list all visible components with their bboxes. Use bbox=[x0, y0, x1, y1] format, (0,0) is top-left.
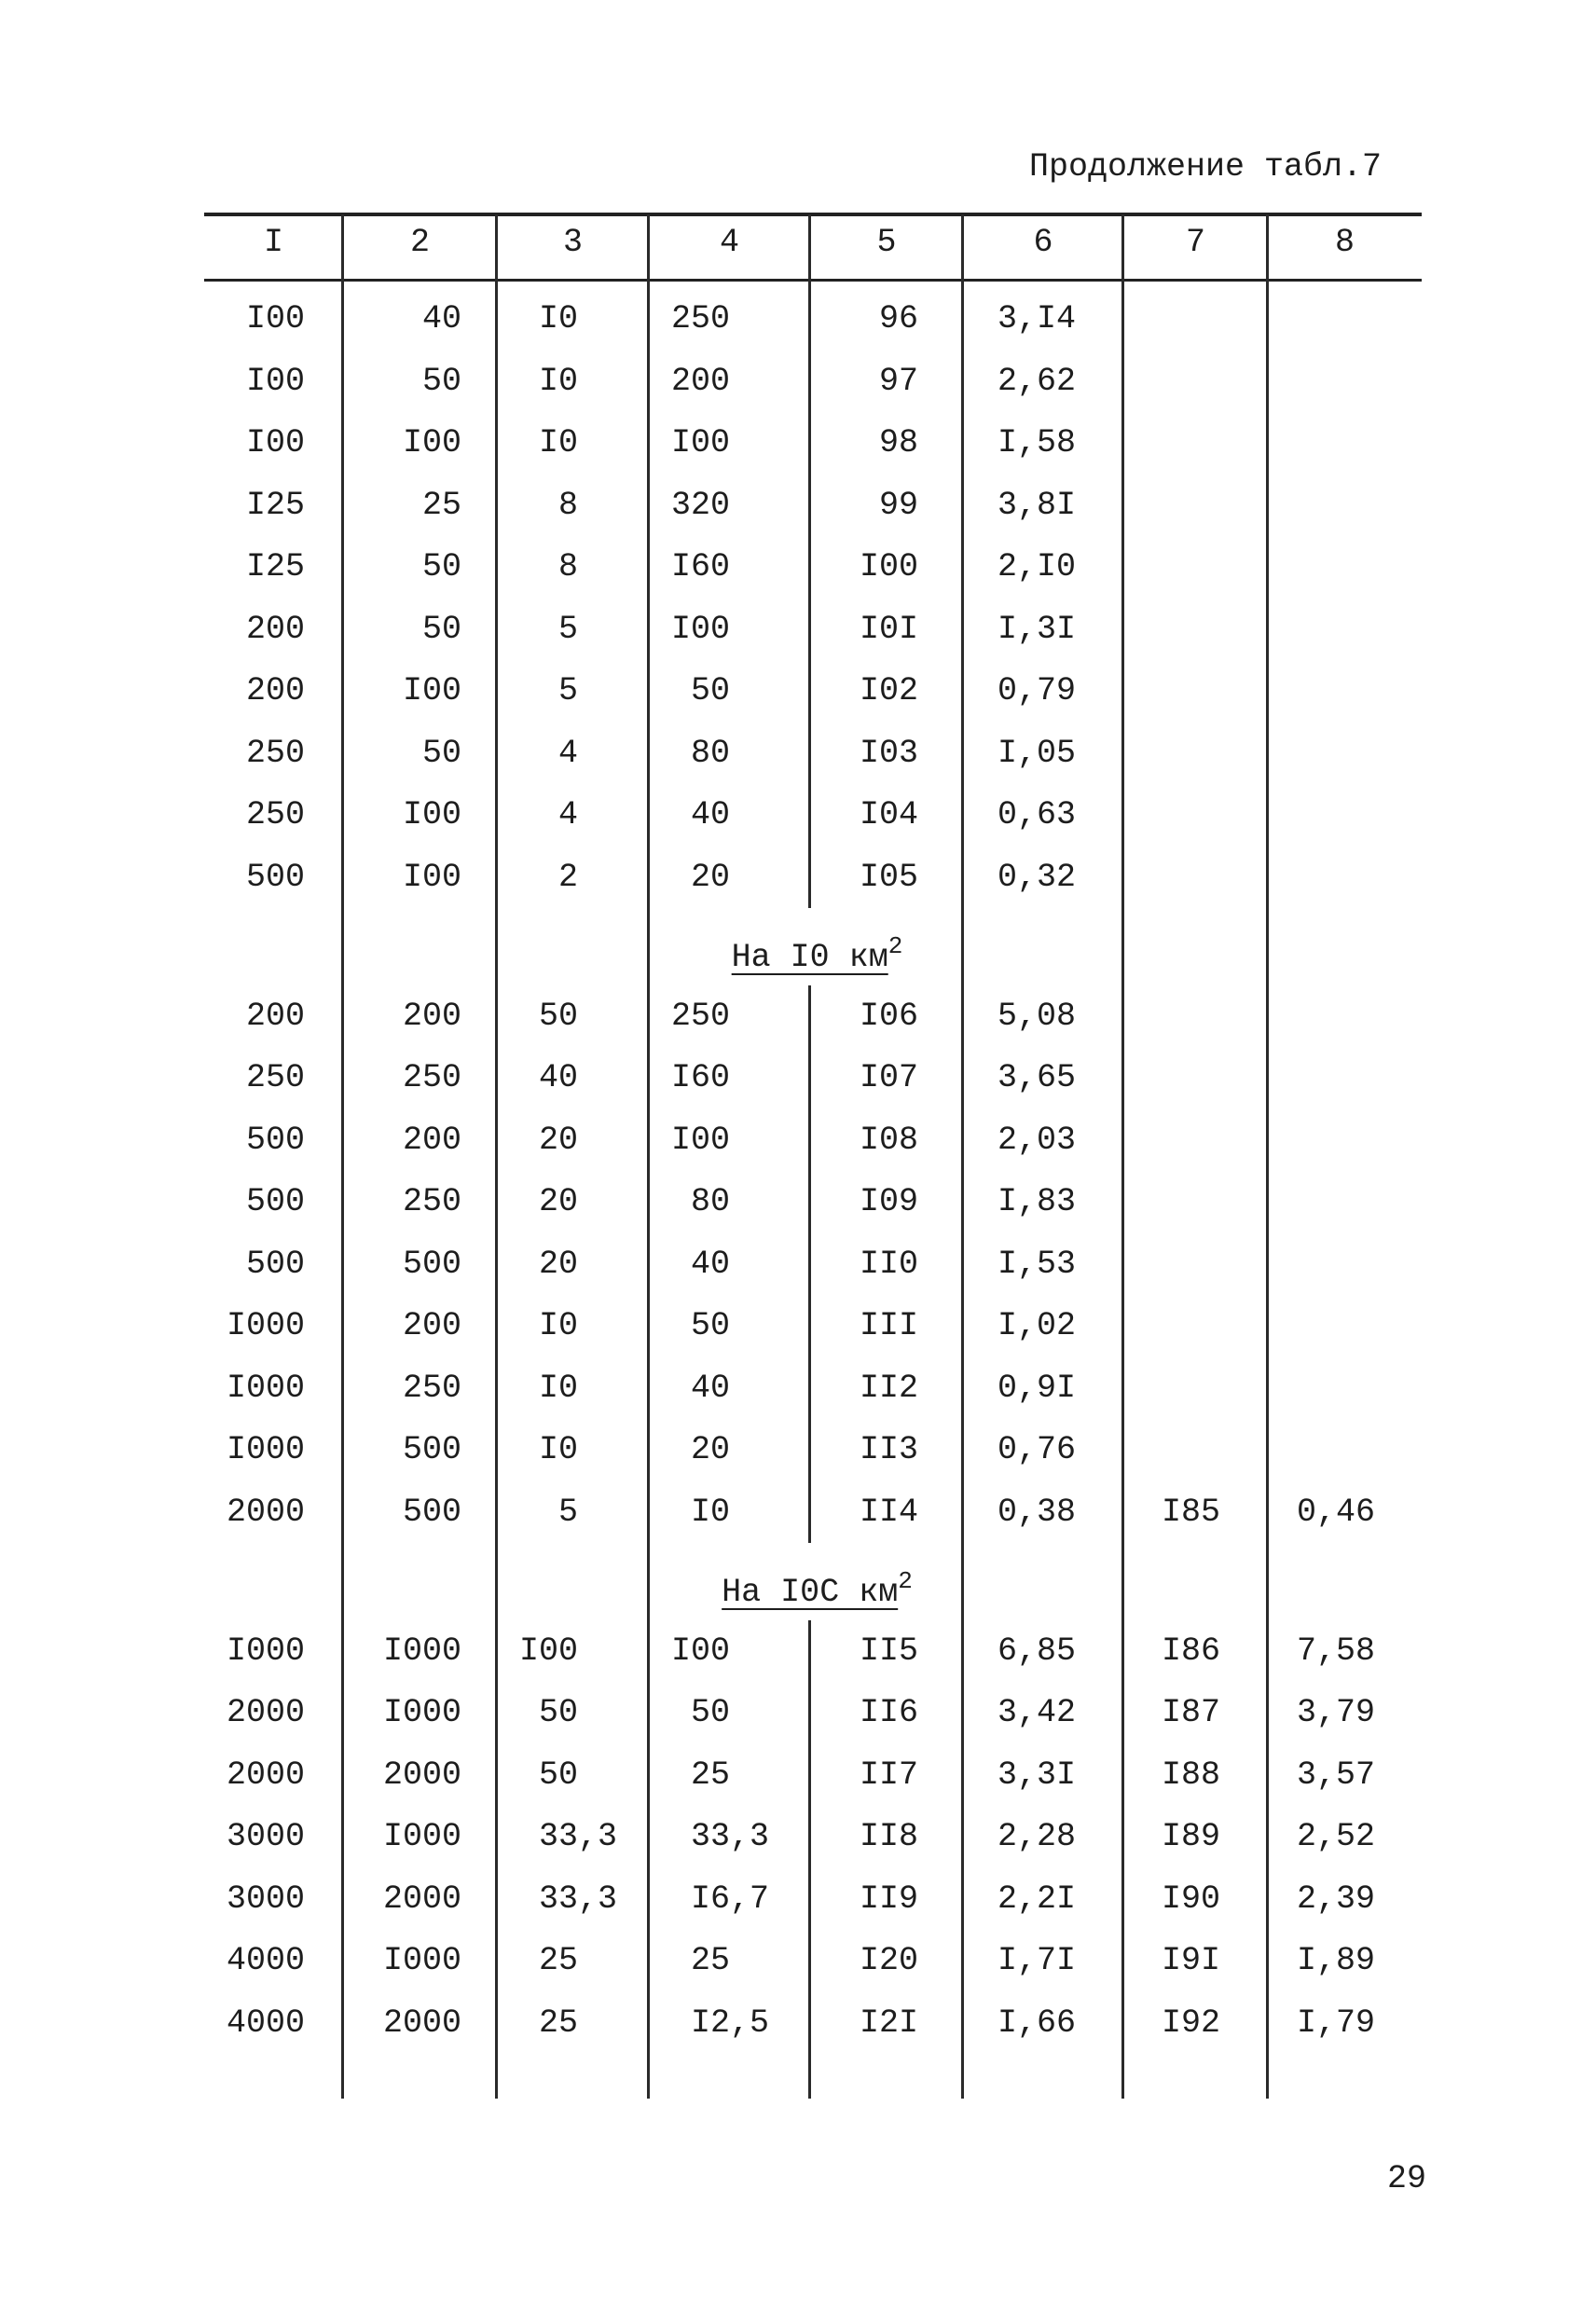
table-cell-col-6: 0,79 bbox=[997, 672, 1076, 709]
table-cell-col-2: I000 bbox=[382, 1631, 461, 1670]
table-cell-col-5: 99 bbox=[878, 486, 918, 524]
table-cell-col-2: 500 bbox=[402, 1493, 461, 1531]
table-cell-col-3: 20 bbox=[538, 1121, 578, 1159]
table-cell-col-4: 50 bbox=[690, 1307, 730, 1344]
table-cell-col-3: 4 bbox=[557, 734, 578, 772]
table-cell-col-5: I02 bbox=[859, 672, 918, 709]
table-cell-col-4: 33,3 bbox=[690, 1818, 769, 1855]
table-cell-col-3: I0 bbox=[538, 1431, 578, 1468]
table-cell-col-1: 3000 bbox=[226, 1879, 305, 1918]
table-cell-col-1: 4000 bbox=[226, 2003, 305, 2042]
table-cell-col-3: I0 bbox=[538, 1369, 578, 1407]
table-cell-col-6: 3,65 bbox=[997, 1059, 1076, 1096]
table-cell-col-1: I000 bbox=[226, 1307, 305, 1344]
table-cell-col-1: 2000 bbox=[226, 1694, 305, 1731]
table-cell-col-1: 500 bbox=[245, 1245, 305, 1283]
column-header-1: I bbox=[263, 224, 283, 261]
table-cell-col-3: 20 bbox=[538, 1183, 578, 1220]
table-cell-col-1: 500 bbox=[245, 1183, 305, 1220]
table-row bbox=[0, 1806, 1596, 1868]
table-cell-col-7: I92 bbox=[1161, 2003, 1220, 2042]
table-cell-col-3: 40 bbox=[538, 1059, 578, 1096]
table-cell-col-4: 50 bbox=[690, 672, 730, 709]
table-cell-col-1: 500 bbox=[245, 1121, 305, 1159]
table-cell-col-6: 6,85 bbox=[997, 1631, 1076, 1670]
table-cell-col-6: 2,2I bbox=[997, 1879, 1076, 1918]
table-row bbox=[0, 847, 1596, 909]
table-cell-col-4: I00 bbox=[670, 610, 730, 648]
table-cell-col-3: 50 bbox=[538, 1694, 578, 1731]
table-cell-col-5: II3 bbox=[859, 1431, 918, 1468]
table-cell-col-1: I00 bbox=[245, 424, 305, 461]
table-row bbox=[0, 985, 1596, 1048]
table-cell-col-4: 20 bbox=[690, 1431, 730, 1468]
table-cell-col-4: 40 bbox=[690, 1369, 730, 1407]
table-cell-col-2: 50 bbox=[421, 610, 461, 648]
table-cell-col-4: I00 bbox=[670, 1631, 730, 1670]
column-header-8: 8 bbox=[1334, 224, 1355, 261]
page-number: 29 bbox=[1386, 2160, 1426, 2197]
table-cell-col-4: I60 bbox=[670, 1059, 730, 1096]
table-cell-col-4: 40 bbox=[690, 796, 730, 833]
table-cell-col-6: 0,38 bbox=[997, 1493, 1076, 1531]
table-cell-col-3: I0 bbox=[538, 362, 578, 400]
table-row bbox=[0, 475, 1596, 537]
table-cell-col-3: 5 bbox=[557, 1493, 578, 1531]
table-cell-col-2: 25 bbox=[421, 486, 461, 524]
table-cell-col-2: 2000 bbox=[382, 2003, 461, 2042]
table-cell-col-5: I04 bbox=[859, 796, 918, 833]
table-cell-col-5: I06 bbox=[859, 997, 918, 1035]
table-cell-col-1: 2000 bbox=[226, 1755, 305, 1794]
table-cell-col-7: I90 bbox=[1161, 1879, 1220, 1918]
table-row bbox=[0, 784, 1596, 847]
table-cell-col-6: 0,32 bbox=[997, 858, 1076, 896]
table-cell-col-6: 2,62 bbox=[997, 362, 1076, 400]
table-cell-col-5: I09 bbox=[859, 1183, 918, 1220]
table-cell-col-4: 320 bbox=[670, 486, 730, 524]
table-cell-col-8: 0,46 bbox=[1296, 1493, 1375, 1531]
table-cell-col-8: 3,79 bbox=[1296, 1694, 1375, 1731]
table-cell-col-4: 250 bbox=[670, 300, 730, 337]
table-cell-col-4: I60 bbox=[670, 548, 730, 585]
table-row bbox=[0, 288, 1596, 351]
table-row bbox=[0, 1419, 1596, 1481]
table-row bbox=[0, 1109, 1596, 1172]
table-cell-col-8: I,79 bbox=[1296, 2003, 1375, 2042]
table-cell-col-5: I03 bbox=[859, 734, 918, 772]
table-cell-col-1: I00 bbox=[245, 362, 305, 400]
table-cell-col-2: I000 bbox=[382, 1942, 461, 1979]
section-heading bbox=[649, 1543, 963, 1620]
table-cell-col-8: 3,57 bbox=[1296, 1755, 1375, 1794]
table-cell-col-4: I6,7 bbox=[690, 1879, 769, 1918]
table-cell-col-5: II4 bbox=[859, 1493, 918, 1531]
table-cell-col-2: 500 bbox=[402, 1431, 461, 1468]
table-cell-col-2: I00 bbox=[402, 796, 461, 833]
table-cell-col-6: 2,28 bbox=[997, 1818, 1076, 1855]
table-cell-col-2: I00 bbox=[402, 672, 461, 709]
table-cell-col-5: I00 bbox=[859, 548, 918, 585]
table-row bbox=[0, 1744, 1596, 1807]
table-cell-col-3: 2 bbox=[557, 858, 578, 896]
table-cell-col-7: I87 bbox=[1161, 1694, 1220, 1731]
table-cell-col-5: I05 bbox=[859, 858, 918, 896]
column-header-7: 7 bbox=[1185, 224, 1205, 261]
table-cell-col-3: I00 bbox=[518, 1631, 578, 1670]
table-cell-col-2: 50 bbox=[421, 362, 461, 400]
table-cell-col-5: II7 bbox=[859, 1755, 918, 1794]
table-cell-col-5: II5 bbox=[859, 1631, 918, 1670]
table-row bbox=[0, 1992, 1596, 2055]
table-cell-col-5: 97 bbox=[878, 362, 918, 400]
table-cell-col-2: 50 bbox=[421, 734, 461, 772]
table-cell-col-3: 33,3 bbox=[538, 1879, 617, 1918]
table-cell-col-1: I000 bbox=[226, 1431, 305, 1468]
table-cell-col-4: I2,5 bbox=[690, 2003, 769, 2042]
table-cell-col-3: 5 bbox=[557, 672, 578, 709]
table-cell-col-3: 8 bbox=[557, 548, 578, 585]
table-cell-col-4: 250 bbox=[670, 997, 730, 1035]
table-cell-col-1: I25 bbox=[245, 486, 305, 524]
section-heading-text: На I0C км bbox=[722, 1574, 899, 1611]
table-cell-col-3: 20 bbox=[538, 1245, 578, 1283]
table-cell-col-5: II0 bbox=[859, 1245, 918, 1283]
table-cell-col-6: 3,I4 bbox=[997, 300, 1076, 337]
table-cell-col-7: I86 bbox=[1161, 1631, 1220, 1670]
table-cell-col-4: 20 bbox=[690, 858, 730, 896]
table-cell-col-1: 3000 bbox=[226, 1818, 305, 1855]
table-cell-col-7: I88 bbox=[1161, 1755, 1220, 1794]
table-cell-col-6: I,58 bbox=[997, 424, 1076, 461]
table-row bbox=[0, 1481, 1596, 1544]
table-cell-col-7: I89 bbox=[1161, 1818, 1220, 1855]
table-cell-col-3: 8 bbox=[557, 486, 578, 524]
table-cell-col-3: I0 bbox=[538, 424, 578, 461]
table-cell-col-2: 200 bbox=[402, 997, 461, 1035]
table-cell-col-3: 4 bbox=[557, 796, 578, 833]
table-cell-col-1: 200 bbox=[245, 997, 305, 1035]
column-header-2: 2 bbox=[409, 224, 430, 261]
table-cell-col-1: 250 bbox=[245, 734, 305, 772]
table-cell-col-6: 0,76 bbox=[997, 1431, 1076, 1468]
table-cell-col-4: 80 bbox=[690, 734, 730, 772]
table-row bbox=[0, 1233, 1596, 1296]
table-row bbox=[0, 599, 1596, 661]
table-cell-col-1: 4000 bbox=[226, 1942, 305, 1979]
table-cell-col-4: I0 bbox=[690, 1493, 730, 1531]
table-row bbox=[0, 1171, 1596, 1233]
table-cell-col-6: I,83 bbox=[997, 1183, 1076, 1220]
table-cell-col-2: 250 bbox=[402, 1369, 461, 1407]
table-cell-col-6: 2,03 bbox=[997, 1121, 1076, 1159]
table-row bbox=[0, 723, 1596, 785]
table-cell-col-8: 2,52 bbox=[1296, 1818, 1375, 1855]
table-cell-col-1: 200 bbox=[245, 672, 305, 709]
column-header-5: 5 bbox=[876, 224, 897, 261]
table-cell-col-3: 50 bbox=[538, 1755, 578, 1794]
table-cell-col-5: I07 bbox=[859, 1059, 918, 1096]
table-cell-col-5: 98 bbox=[878, 424, 918, 461]
section-heading bbox=[649, 908, 963, 985]
table-row bbox=[0, 1357, 1596, 1420]
table-cell-col-2: 2000 bbox=[382, 1755, 461, 1794]
table-cell-col-1: I25 bbox=[245, 548, 305, 585]
table-cell-col-6: 0,63 bbox=[997, 796, 1076, 833]
table-cell-col-2: 2000 bbox=[382, 1879, 461, 1918]
table-cell-col-7: I85 bbox=[1161, 1493, 1220, 1531]
table-cell-col-2: 500 bbox=[402, 1245, 461, 1283]
table-cell-col-3: 50 bbox=[538, 997, 578, 1035]
column-header-3: 3 bbox=[562, 224, 583, 261]
table-cell-col-5: I20 bbox=[859, 1942, 918, 1979]
table-cell-col-6: 2,I0 bbox=[997, 548, 1076, 585]
table-cell-col-6: I,02 bbox=[997, 1307, 1076, 1344]
table-cell-col-5: II9 bbox=[859, 1879, 918, 1918]
table-row bbox=[0, 536, 1596, 599]
table-row bbox=[0, 1868, 1596, 1931]
table-row bbox=[0, 1047, 1596, 1109]
table-cell-col-3: I0 bbox=[538, 300, 578, 337]
table-cell-col-1: 250 bbox=[245, 1059, 305, 1096]
table-cell-col-5: I2I bbox=[859, 2003, 918, 2042]
table-cell-col-5: III bbox=[859, 1307, 918, 1344]
table-cell-col-4: 200 bbox=[670, 362, 730, 400]
table-row bbox=[0, 1682, 1596, 1744]
table-cell-col-5: I08 bbox=[859, 1121, 918, 1159]
table-cell-col-4: I00 bbox=[670, 424, 730, 461]
table-cell-col-8: 7,58 bbox=[1296, 1631, 1375, 1670]
table-row bbox=[0, 1930, 1596, 1992]
table-cell-col-1: 250 bbox=[245, 796, 305, 833]
table-cell-col-2: 200 bbox=[402, 1307, 461, 1344]
table-cell-col-6: 3,8I bbox=[997, 486, 1076, 524]
section-heading-superscript: 2 bbox=[887, 932, 903, 960]
table-cell-col-2: I000 bbox=[382, 1694, 461, 1731]
table-cell-col-5: II8 bbox=[859, 1818, 918, 1855]
table-cell-col-3: 33,3 bbox=[538, 1818, 617, 1855]
table-cell-col-1: I00 bbox=[245, 300, 305, 337]
table-cell-col-2: I00 bbox=[402, 424, 461, 461]
table-cell-col-4: 25 bbox=[690, 1942, 730, 1979]
table-cell-col-6: 5,08 bbox=[997, 997, 1076, 1035]
table-cell-col-3: 5 bbox=[557, 610, 578, 648]
table-cell-col-1: I000 bbox=[226, 1369, 305, 1407]
table-cell-col-1: I000 bbox=[226, 1631, 305, 1670]
table-cell-col-5: II2 bbox=[859, 1369, 918, 1407]
table-cell-col-4: 50 bbox=[690, 1694, 730, 1731]
column-header-6: 6 bbox=[1033, 224, 1053, 261]
table-cell-col-1: 2000 bbox=[226, 1493, 305, 1531]
table-row bbox=[0, 412, 1596, 475]
table-cell-col-8: 2,39 bbox=[1296, 1879, 1375, 1918]
table-cell-col-3: 25 bbox=[538, 2003, 578, 2042]
table-cell-col-2: 50 bbox=[421, 548, 461, 585]
table-cell-col-5: I0I bbox=[859, 610, 918, 648]
table-cell-col-6: I,05 bbox=[997, 734, 1076, 772]
table-cell-col-2: 200 bbox=[402, 1121, 461, 1159]
table-row bbox=[0, 1295, 1596, 1357]
column-header-4: 4 bbox=[719, 224, 739, 261]
table-cell-col-6: 0,9I bbox=[997, 1369, 1076, 1407]
table-cell-col-2: I00 bbox=[402, 858, 461, 896]
section-heading-text: На I0 км bbox=[731, 939, 888, 976]
table-cell-col-2: 250 bbox=[402, 1059, 461, 1096]
table-cell-col-3: I0 bbox=[538, 1307, 578, 1344]
table-cell-col-6: 3,42 bbox=[997, 1694, 1076, 1731]
table-cell-col-6: 3,3I bbox=[997, 1755, 1076, 1794]
table-cell-col-5: II6 bbox=[859, 1694, 918, 1731]
table-cell-col-4: 40 bbox=[690, 1245, 730, 1283]
table-cell-col-2: 250 bbox=[402, 1183, 461, 1220]
table-cell-col-2: I000 bbox=[382, 1818, 461, 1855]
table-row bbox=[0, 351, 1596, 413]
table-cell-col-8: I,89 bbox=[1296, 1942, 1375, 1979]
table-cell-col-6: I,53 bbox=[997, 1245, 1076, 1283]
table-cell-col-6: I,66 bbox=[997, 2003, 1076, 2042]
table-cell-col-3: 25 bbox=[538, 1942, 578, 1979]
table-cell-col-4: 80 bbox=[690, 1183, 730, 1220]
table-cell-col-2: 40 bbox=[421, 300, 461, 337]
table-cell-col-1: 200 bbox=[245, 610, 305, 648]
table-cell-col-5: 96 bbox=[878, 300, 918, 337]
table-cell-col-1: 500 bbox=[245, 858, 305, 896]
continuation-label: Продолжение табл.7 bbox=[1028, 148, 1382, 186]
table-cell-col-4: 25 bbox=[690, 1755, 730, 1794]
table-cell-col-7: I9I bbox=[1161, 1942, 1220, 1979]
table-cell-col-6: I,7I bbox=[997, 1942, 1076, 1979]
table-row bbox=[0, 1620, 1596, 1683]
table-row bbox=[0, 660, 1596, 723]
section-heading-superscript: 2 bbox=[898, 1567, 913, 1595]
table-cell-col-6: I,3I bbox=[997, 610, 1076, 648]
table-cell-col-4: I00 bbox=[670, 1121, 730, 1159]
